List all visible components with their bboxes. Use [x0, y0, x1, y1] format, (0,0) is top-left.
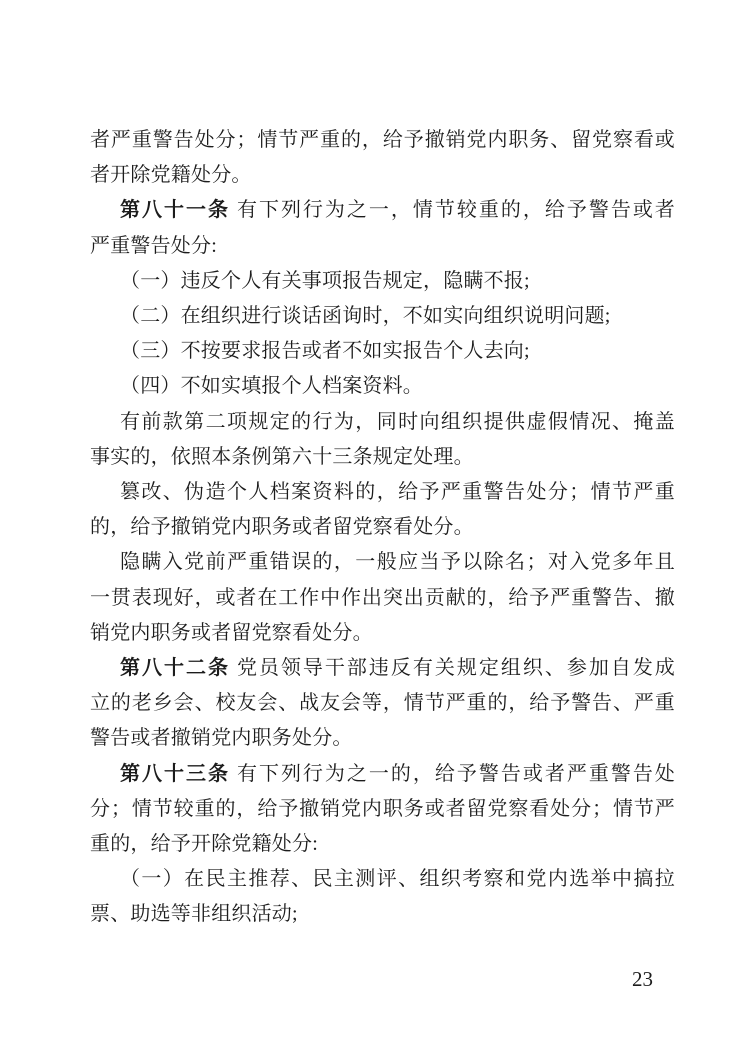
text-segment: 一贯表现好，或者在工作中作出突出贡献的，给予严重警告、撤: [90, 586, 675, 609]
text-line: [90, 369, 675, 404]
text-segment: 篡改、伪造个人档案资料的，给予严重警告处分；情节严重: [120, 481, 675, 504]
text-segment: 有下列行为之一的，给予警告或者严重警告处: [229, 762, 676, 785]
text-segment: 票、助选等非组织活动;: [90, 903, 298, 926]
text-line: [90, 229, 675, 264]
text-line: [90, 264, 675, 299]
text-segment: 党员领导干部违反有关规定组织、参加自发成: [229, 657, 676, 680]
text-line: [90, 475, 675, 510]
text-segment: 分；情节较重的，给予撤销党内职务或者留党察看处分；情节严: [90, 797, 675, 820]
text-line: [90, 686, 675, 721]
text-line: [90, 299, 675, 334]
text-segment: 立的老乡会、校友会、战友会等，情节严重的，给予警告、严重: [90, 692, 675, 715]
text-line: [90, 581, 675, 616]
text-segment: 事实的，依照本条例第六十三条规定处理。: [90, 445, 474, 468]
page-body: [90, 123, 675, 933]
text-segment: 严重警告处分:: [90, 234, 217, 257]
text-line: [90, 193, 675, 228]
text-segment: 有前款第二项规定的行为，同时向组织提供虚假情况、掩盖: [120, 410, 675, 433]
text-segment: 有下列行为之一，情节较重的，给予警告或者: [229, 199, 676, 222]
text-line: [90, 827, 675, 862]
text-line: [90, 862, 675, 897]
text-segment: 警告或者撤销党内职务处分。: [90, 727, 353, 750]
text-segment: 隐瞒入党前严重错误的，一般应当予以除名；对入党多年且: [120, 551, 675, 574]
article-number: 第八十一条: [120, 199, 230, 222]
page-number: 23: [632, 967, 653, 991]
text-segment: （一）在民主推荐、民主测评、组织考察和党内选举中搞拉: [120, 868, 675, 891]
text-line: [90, 405, 675, 440]
text-segment: 的，给予撤销党内职务或者留党察看处分。: [90, 516, 474, 539]
text-line: [90, 123, 675, 158]
text-line: [90, 440, 675, 475]
text-segment: 者开除党籍处分。: [90, 164, 252, 187]
text-segment: 重的，给予开除党籍处分:: [90, 833, 318, 856]
text-line: [90, 510, 675, 545]
text-line: [90, 897, 675, 932]
text-segment: 者严重警告处分；情节严重的，给予撤销党内职务、留党察看或: [90, 129, 675, 151]
text-line: [90, 334, 675, 369]
text-line: [90, 721, 675, 756]
text-line: [90, 158, 675, 193]
text-line: [90, 545, 675, 580]
text-segment: （三）不按要求报告或者不如实报告个人去向;: [120, 340, 530, 363]
text-segment: 销党内职务或者留党察看处分。: [90, 621, 373, 644]
text-line: [90, 651, 675, 686]
text-line: [90, 616, 675, 651]
text-segment: （二）在组织进行谈话函询时，不如实向组织说明问题;: [120, 305, 611, 328]
article-number: 第八十二条: [120, 657, 230, 680]
text-line: [90, 792, 675, 827]
text-segment: （一）违反个人有关事项报告规定，隐瞒不报;: [120, 269, 530, 292]
text-line: [90, 757, 675, 792]
article-number: 第八十三条: [120, 762, 230, 785]
text-segment: （四）不如实填报个人档案资料。: [120, 375, 423, 398]
